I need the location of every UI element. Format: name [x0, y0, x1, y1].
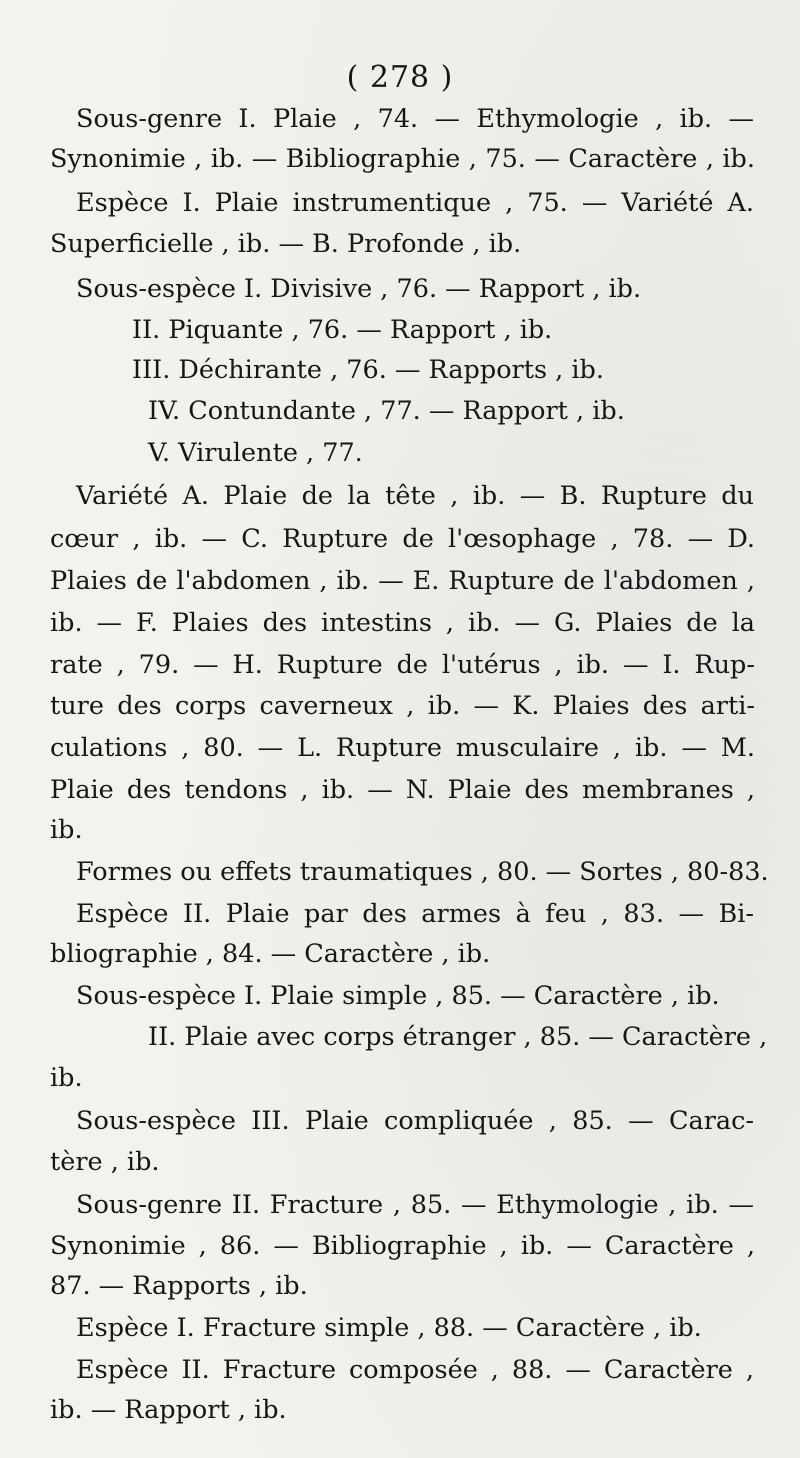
text-line: ib. — F. Plaies des intestins , ib. — G. Plaies de la	[50, 608, 755, 638]
text-line: cœur , ib. — C. Rupture de l'œsophage , 78. — D.	[50, 524, 755, 554]
text-line: Synonimie , ib. — Bibliographie , 75. — Caractère , ib.	[50, 144, 755, 174]
text-line: Sous-espèce I. Divisive , 76. — Rapport , ib.	[76, 274, 642, 304]
text-line: Sous-espèce III. Plaie compliquée , 85. — Carac-	[76, 1106, 754, 1136]
text-line: bliographie , 84. — Caractère , ib.	[50, 939, 491, 969]
text-line: Superficielle , ib. — B. Profonde , ib.	[50, 229, 522, 259]
text-line: ib.	[50, 1063, 83, 1093]
text-line: III. Déchirante , 76. — Rapports , ib.	[132, 355, 604, 385]
text-line: rate , 79. — H. Rupture de l'utérus , ib. — I. Rup-	[50, 650, 755, 680]
text-line: II. Plaie avec corps étranger , 85. — Caractère ,	[148, 1022, 768, 1052]
text-line: Formes ou effets traumatiques , 80. — Sortes , 80-83.	[76, 857, 769, 887]
text-line: Plaie des tendons , ib. — N. Plaie des membranes ,	[50, 775, 755, 805]
text-line: Sous-espèce I. Plaie simple , 85. — Caractère , ib.	[76, 981, 720, 1011]
text-line: ib.	[50, 815, 83, 845]
text-line: Espèce II. Fracture composée , 88. — Caractère ,	[76, 1355, 754, 1385]
page-number: ( 278 )	[346, 60, 454, 95]
text-line: Espèce I. Fracture simple , 88. — Caractère , ib.	[76, 1313, 702, 1343]
text-line: Sous-genre II. Fracture , 85. — Ethymologie , ib. —	[76, 1190, 754, 1220]
text-line: Variété A. Plaie de la tête , ib. — B. Rupture du	[76, 481, 754, 511]
text-line: Sous-genre I. Plaie , 74. — Ethymologie , ib. —	[76, 104, 754, 134]
text-line: II. Piquante , 76. — Rapport , ib.	[132, 315, 553, 345]
text-line: Synonimie , 86. — Bibliographie , ib. — Caractère ,	[50, 1231, 755, 1261]
text-line: culations , 80. — L. Rupture musculaire , ib. — M.	[50, 733, 755, 763]
text-line: Espèce II. Plaie par des armes à feu , 83. — Bi-	[76, 899, 754, 929]
text-line: 87. — Rapports , ib.	[50, 1271, 308, 1301]
text-line: V. Virulente , 77.	[148, 438, 363, 468]
text-line: Plaies de l'abdomen , ib. — E. Rupture de l'abdomen ,	[50, 566, 755, 596]
text-line: tère , ib.	[50, 1147, 160, 1177]
text-line: IV. Contundante , 77. — Rapport , ib.	[148, 396, 625, 426]
text-line: ture des corps caverneux , ib. — K. Plaies des arti-	[50, 691, 755, 721]
text-line: ib. — Rapport , ib.	[50, 1395, 287, 1425]
text-line: Espèce I. Plaie instrumentique , 75. — Variété A.	[76, 188, 754, 218]
